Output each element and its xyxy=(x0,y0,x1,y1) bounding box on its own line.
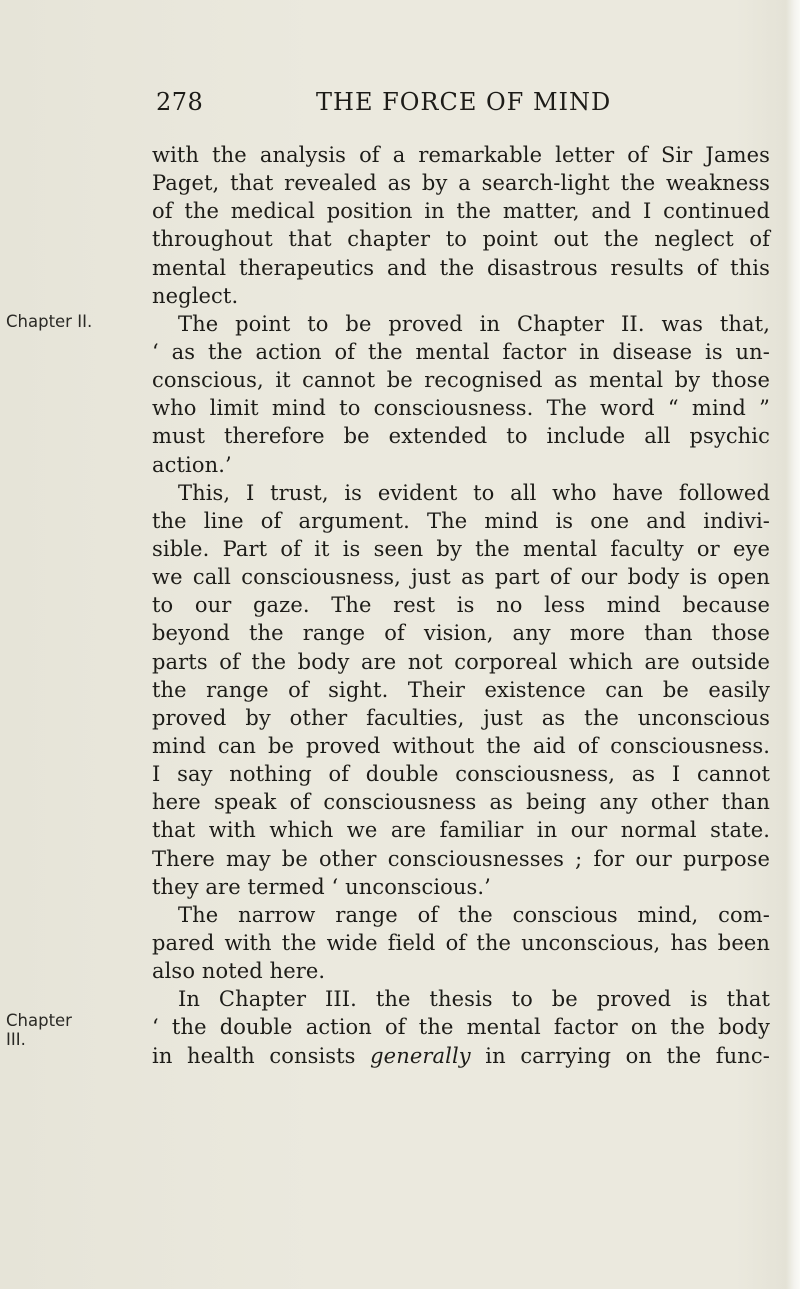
text-line: action.’ xyxy=(152,452,232,477)
body-text xyxy=(152,141,770,1070)
text-line xyxy=(152,1042,770,1070)
text-span: in carrying on the func- xyxy=(470,1043,770,1068)
text-line: with the analysis of a remarkable letter of Sir James xyxy=(152,143,770,167)
margin-note-line: Chapter xyxy=(6,1011,72,1030)
text-line: we call consciousness, just as part of our body is open xyxy=(152,565,770,590)
text-line: must therefore be extended to include all psychic xyxy=(152,424,770,449)
text-line: to our gaze. The rest is no less mind because xyxy=(152,593,770,618)
text-line: I say nothing of double consciousness, as I cannot xyxy=(152,762,770,787)
text-line: that with which we are familiar in our normal state. xyxy=(152,818,770,843)
text-line: parts of the body are not corporeal which are outside xyxy=(152,649,770,674)
running-title: THE FORCE OF MIND xyxy=(316,88,612,116)
text-line: Paget, that revealed as by a search-light the weakness xyxy=(152,171,770,196)
text-line: conscious, it cannot be recognised as mental by those xyxy=(152,368,770,393)
margin-note-chapter-ii: Chapter II. xyxy=(6,312,93,331)
text-line: here speak of consciousness as being any other than xyxy=(152,790,770,815)
text-span: in health consists xyxy=(152,1043,371,1068)
text-line: pared with the wide field of the unconscious, has been xyxy=(152,930,770,955)
margin-note-chapter-iii xyxy=(6,1011,72,1049)
text-line: also noted here. xyxy=(152,959,326,984)
text-line: There may be other consciousnesses ; for our purpose xyxy=(152,846,770,871)
page-number: 278 xyxy=(156,88,204,116)
text-line: ‘ as the action of the mental factor in disease is un- xyxy=(152,339,770,364)
text-line: who limit mind to consciousness. The word “ mind ” xyxy=(152,396,770,421)
text-line: This, I trust, is evident to all who have followed xyxy=(178,480,770,505)
text-line: proved by other faculties, just as the unconscious xyxy=(152,705,770,730)
text-line: the line of argument. The mind is one and indivi- xyxy=(152,508,770,533)
text-line: beyond the range of vision, any more than those xyxy=(152,621,770,646)
text-line: ‘ the double action of the mental factor on the body xyxy=(152,1015,770,1040)
text-line: mental therapeutics and the disastrous results of this xyxy=(152,255,770,280)
text-line: The point to be proved in Chapter II. was that, xyxy=(178,311,770,336)
text-line: mind can be proved without the aid of consciousness. xyxy=(152,733,770,758)
text-line: In Chapter III. the thesis to be proved is that xyxy=(178,987,770,1012)
text-line: of the medical position in the matter, and I continued xyxy=(152,199,770,224)
page-edge xyxy=(786,0,800,1289)
page-header xyxy=(156,88,766,128)
text-line: The narrow range of the conscious mind, com- xyxy=(178,902,770,927)
margin-note-line: III. xyxy=(6,1030,26,1049)
text-line: neglect. xyxy=(152,283,239,308)
text-line: they are termed ‘ unconscious.’ xyxy=(152,874,491,899)
italic-emphasis: generally xyxy=(370,1043,471,1068)
text-line: the range of sight. Their existence can be easily xyxy=(152,677,770,702)
text-line: throughout that chapter to point out the neglect of xyxy=(152,227,770,252)
text-line: sible. Part of it is seen by the mental faculty or eye xyxy=(152,536,770,561)
